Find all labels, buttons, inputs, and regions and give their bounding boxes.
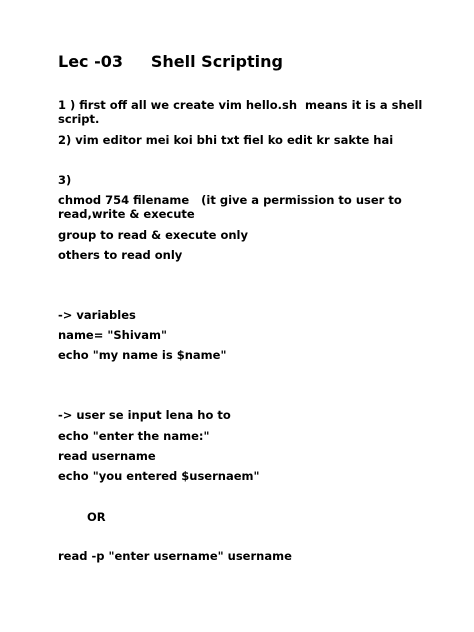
note-line-echo-entered: echo "you entered $usernaem" — [58, 469, 260, 483]
note-line-3: 3) — [58, 173, 72, 187]
note-line-read-p: read -p "enter username" username — [58, 549, 292, 563]
note-line-name: name= "Shivam" — [58, 328, 168, 342]
note-line-group: group to read & execute only — [58, 228, 248, 242]
note-line-2: 2) vim editor mei koi bhi txt fiel ko edit kr sakte hai — [58, 133, 394, 147]
note-line-echo-name: echo "my name is $name" — [58, 348, 227, 362]
note-line-chmod: chmod 754 filename (it give a permission to user to read,write & execute — [58, 193, 406, 221]
note-line-1: 1 ) first off all we create vim hello.sh means it is a shell script. — [58, 98, 427, 126]
document-title: Lec -03 Shell Scripting — [58, 52, 283, 71]
note-line-echo-enter: echo "enter the name:" — [58, 429, 210, 443]
note-line-user-input: -> user se input lena ho to — [58, 408, 231, 422]
note-line-read: read username — [58, 449, 156, 463]
note-line-variables: -> variables — [58, 308, 136, 322]
note-line-others: others to read only — [58, 248, 183, 262]
note-line-or: OR — [87, 510, 106, 524]
